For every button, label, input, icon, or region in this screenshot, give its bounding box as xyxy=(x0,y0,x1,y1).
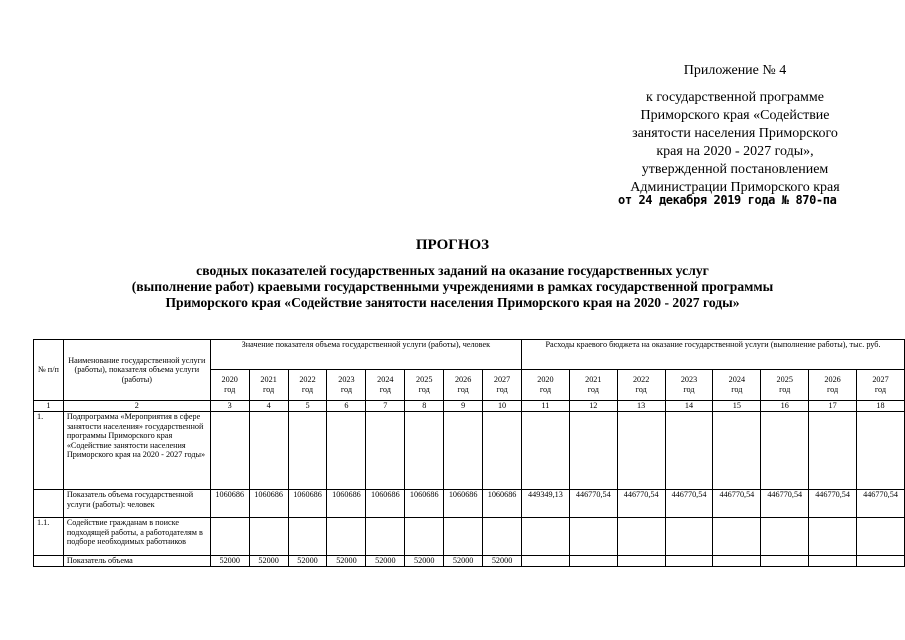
year-unit: год xyxy=(496,385,508,394)
column-number: 3 xyxy=(210,401,249,412)
header-volume-year xyxy=(405,370,444,401)
volume-cell xyxy=(288,412,327,490)
year-label: 2027 xyxy=(493,375,511,385)
cost-cell xyxy=(522,556,570,567)
header-cost-year xyxy=(761,370,809,401)
cost-cell: 446770,54 xyxy=(617,490,665,518)
year-unit: год xyxy=(731,385,743,394)
volume-cell xyxy=(366,518,405,556)
cost-cell: 446770,54 xyxy=(569,490,617,518)
volume-cell: 52000 xyxy=(288,556,327,567)
appendix-line: края на 2020 - 2027 годы», xyxy=(656,144,814,159)
row-name: Показатель объема государственной услуги (работы): человек xyxy=(63,490,210,518)
column-number: 9 xyxy=(444,401,483,412)
column-number: 1 xyxy=(34,401,64,412)
cost-cell xyxy=(665,518,713,556)
row-number: 1. xyxy=(34,412,64,490)
volume-cell xyxy=(444,518,483,556)
volume-cell xyxy=(327,518,366,556)
year-unit: год xyxy=(457,385,469,394)
year-unit: год xyxy=(224,385,236,394)
cost-cell: 449349,13 xyxy=(522,490,570,518)
volume-cell: 52000 xyxy=(366,556,405,567)
header-cost-year xyxy=(809,370,857,401)
header-num: № п/п xyxy=(34,340,64,401)
volume-cell: 1060686 xyxy=(444,490,483,518)
year-label: 2021 xyxy=(260,375,277,385)
year-label: 2020 xyxy=(537,375,554,385)
table-row xyxy=(34,556,905,567)
year-label: 2022 xyxy=(299,375,316,385)
cost-cell xyxy=(857,518,905,556)
volume-cell: 52000 xyxy=(249,556,288,567)
resolution-stamp: от 24 декабря 2019 года № 870-па xyxy=(618,193,837,207)
year-unit: год xyxy=(874,385,887,394)
cost-cell: 446770,54 xyxy=(857,490,905,518)
cost-cell xyxy=(569,412,617,490)
cost-cell xyxy=(569,518,617,556)
year-unit: год xyxy=(683,385,695,394)
column-number: 8 xyxy=(405,401,444,412)
volume-cell: 52000 xyxy=(405,556,444,567)
header-cost-year xyxy=(522,370,570,401)
table-row xyxy=(34,412,905,490)
volume-cell: 1060686 xyxy=(210,490,249,518)
year-unit: год xyxy=(779,385,791,394)
cost-cell xyxy=(522,412,570,490)
year-unit: год xyxy=(587,385,599,394)
header-cost-year xyxy=(665,370,713,401)
year-label: 2025 xyxy=(776,375,793,385)
cost-cell xyxy=(809,518,857,556)
forecast-table xyxy=(33,339,905,567)
year-label: 2023 xyxy=(338,375,355,385)
cost-cell xyxy=(569,556,617,567)
appendix-line: к государственной программе xyxy=(646,90,824,105)
cost-cell xyxy=(761,412,809,490)
volume-cell: 52000 xyxy=(327,556,366,567)
cost-cell xyxy=(761,518,809,556)
row-number xyxy=(34,556,64,567)
header-cost-year xyxy=(713,370,761,401)
header-volume-year xyxy=(327,370,366,401)
row-name: Подпрограмма «Мероприятия в сфере занятости населения» государственной программы Приморского края «Содействие занятости населения Приморского края на 2020 - 2027 годы» xyxy=(63,412,210,490)
cost-cell xyxy=(713,556,761,567)
year-label: 2023 xyxy=(680,375,698,385)
volume-cell xyxy=(249,518,288,556)
year-label: 2024 xyxy=(377,375,394,385)
header-volume-year xyxy=(444,370,483,401)
year-unit: год xyxy=(301,385,314,394)
cost-cell xyxy=(713,518,761,556)
header-cost-year xyxy=(617,370,665,401)
row-name: Показатель объема xyxy=(63,556,210,567)
volume-cell xyxy=(405,412,444,490)
year-label: 2020 xyxy=(221,375,238,385)
volume-cell xyxy=(483,518,522,556)
cost-cell xyxy=(713,412,761,490)
document-subtitle xyxy=(0,263,905,311)
cost-cell xyxy=(665,412,713,490)
year-unit: год xyxy=(539,385,552,394)
column-number: 17 xyxy=(809,401,857,412)
subtitle-line: (выполнение работ) краевыми государственными учреждениями в рамках государственной программы xyxy=(131,279,774,294)
header-volume-year xyxy=(210,370,249,401)
volume-cell xyxy=(249,412,288,490)
cost-cell xyxy=(522,518,570,556)
year-unit: год xyxy=(263,385,275,394)
volume-cell: 1060686 xyxy=(366,490,405,518)
header-volume-year xyxy=(249,370,288,401)
year-label: 2022 xyxy=(632,375,650,385)
column-number: 14 xyxy=(665,401,713,412)
subtitle-line: Приморского края «Содействие занятости населения Приморского края на 2020 - 2027 годы» xyxy=(165,295,740,310)
year-label: 2024 xyxy=(728,375,746,385)
year-unit: год xyxy=(340,385,353,394)
appendix-line: утвержденной постановлением xyxy=(641,162,829,177)
volume-cell: 1060686 xyxy=(405,490,444,518)
cost-cell xyxy=(665,556,713,567)
volume-cell: 1060686 xyxy=(327,490,366,518)
volume-cell xyxy=(210,412,249,490)
header-volume-year xyxy=(288,370,327,401)
row-number: 1.1. xyxy=(34,518,64,556)
cost-cell xyxy=(857,556,905,567)
cost-cell xyxy=(617,518,665,556)
volume-cell xyxy=(288,518,327,556)
volume-cell xyxy=(210,518,249,556)
column-number: 13 xyxy=(617,401,665,412)
appendix-line: Администрации Приморского края xyxy=(630,180,840,195)
year-label: 2025 xyxy=(416,375,433,385)
row-name: Содействие гражданам в поиске подходящей работы, а работодателям в подборе необходимых работников xyxy=(63,518,210,556)
year-unit: год xyxy=(418,385,430,394)
cost-cell xyxy=(617,556,665,567)
volume-cell xyxy=(444,412,483,490)
cost-cell xyxy=(761,556,809,567)
document-title: ПРОГНОЗ xyxy=(415,237,490,253)
column-number: 18 xyxy=(857,401,905,412)
row-number xyxy=(34,490,64,518)
column-number: 6 xyxy=(327,401,366,412)
column-number: 11 xyxy=(522,401,570,412)
cost-cell xyxy=(809,556,857,567)
year-label: 2021 xyxy=(585,375,602,385)
volume-cell xyxy=(366,412,405,490)
cost-cell xyxy=(857,412,905,490)
year-label: 2027 xyxy=(872,375,889,385)
table-row xyxy=(34,490,905,518)
header-volume-year xyxy=(366,370,405,401)
column-number: 10 xyxy=(483,401,522,412)
volume-cell: 52000 xyxy=(210,556,249,567)
cost-cell xyxy=(617,412,665,490)
appendix-line: занятости населения Приморского xyxy=(632,126,838,141)
header-cost-group: Расходы краевого бюджета на оказание государственной услуги (выполнение работы), тыс. руб. xyxy=(522,340,905,370)
volume-cell: 1060686 xyxy=(288,490,327,518)
column-number: 15 xyxy=(713,401,761,412)
volume-cell: 52000 xyxy=(444,556,483,567)
volume-cell: 52000 xyxy=(483,556,522,567)
volume-cell xyxy=(405,518,444,556)
header-volume-group: Значение показателя объема государственной услуги (работы), человек xyxy=(210,340,521,370)
cost-cell: 446770,54 xyxy=(809,490,857,518)
column-number: 4 xyxy=(249,401,288,412)
appendix-number: Приложение № 4 xyxy=(683,63,787,78)
column-number: 7 xyxy=(366,401,405,412)
year-unit: год xyxy=(826,385,839,394)
subtitle-line: сводных показателей государственных заданий на оказание государственных услуг xyxy=(196,263,709,278)
cost-cell xyxy=(809,412,857,490)
cost-cell: 446770,54 xyxy=(665,490,713,518)
year-label: 2026 xyxy=(824,375,841,385)
volume-cell xyxy=(483,412,522,490)
volume-cell: 1060686 xyxy=(483,490,522,518)
volume-cell: 1060686 xyxy=(249,490,288,518)
appendix-line: Приморского края «Содействие xyxy=(640,108,830,123)
header-cost-year xyxy=(569,370,617,401)
header-name: Наименование государственной услуги (работы), показателя объема услуги (работы) xyxy=(63,340,210,401)
volume-cell xyxy=(327,412,366,490)
header-volume-year xyxy=(483,370,522,401)
table-row xyxy=(34,518,905,556)
header-cost-year xyxy=(857,370,905,401)
column-number: 16 xyxy=(761,401,809,412)
cost-cell: 446770,54 xyxy=(761,490,809,518)
cost-cell: 446770,54 xyxy=(713,490,761,518)
year-label: 2026 xyxy=(454,375,472,385)
year-unit: год xyxy=(379,385,391,394)
column-number: 12 xyxy=(569,401,617,412)
appendix-text xyxy=(600,89,870,197)
year-unit: год xyxy=(635,385,647,394)
column-number: 5 xyxy=(288,401,327,412)
column-number: 2 xyxy=(63,401,210,412)
